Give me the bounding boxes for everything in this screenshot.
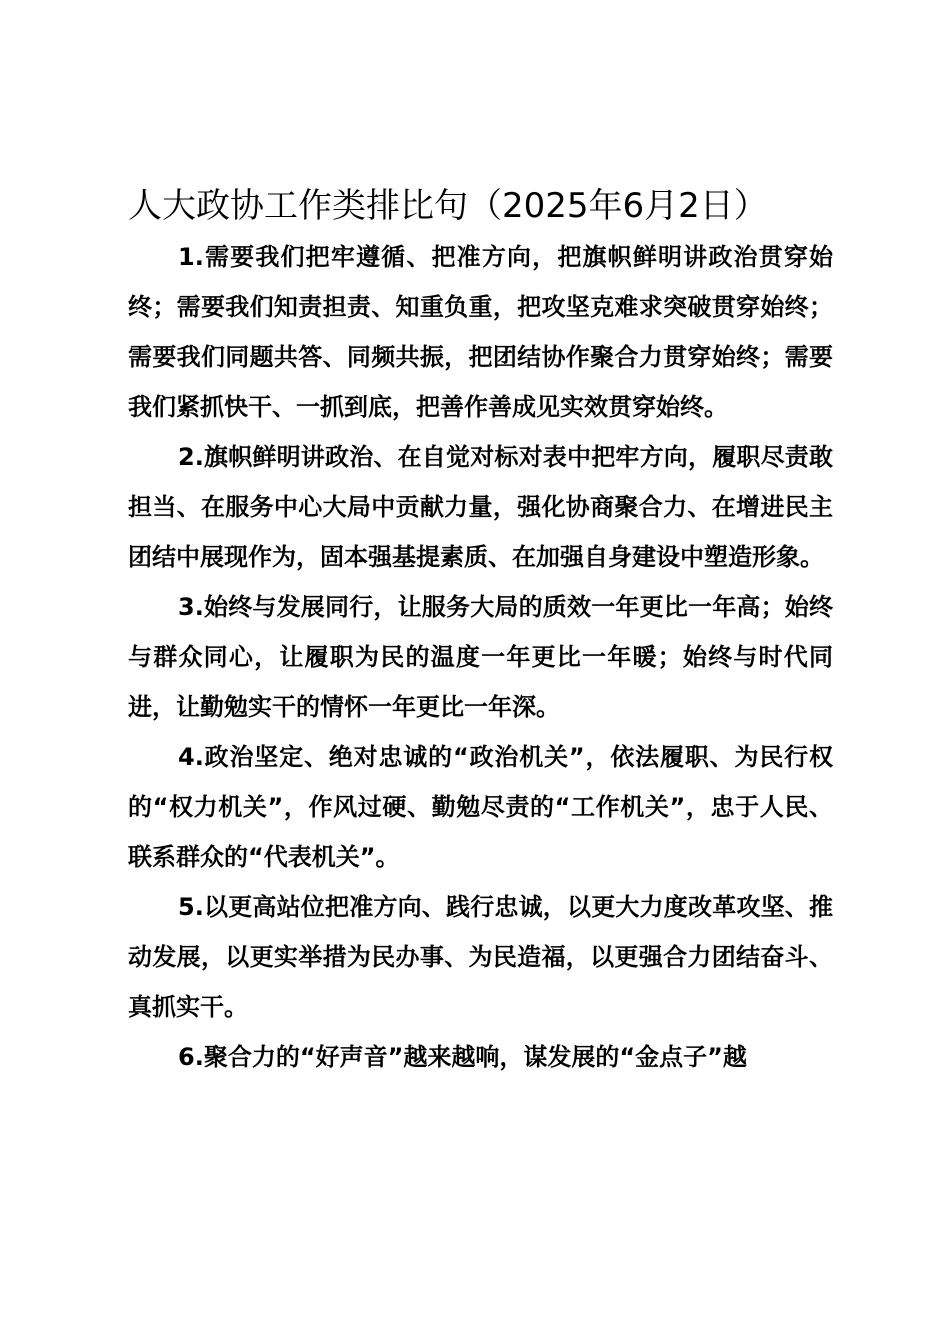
paragraph-3: 3.始终与发展同行，让服务大局的质效一年更比一年高；始终与群众同心，让履职为民的温度一年更比一年暖；始终与时代同进，让勤勉实干的情怀一年更比一年深。 (128, 593, 833, 721)
paragraph-2: 2.旗帜鲜明讲政治、在自觉对标对表中把牢方向，履职尽责敢担当、在服务中心大局中贡献力量，强化协商聚合力、在增进民主团结中展现作为，固本强基提素质、在加强自身建设中塑造形象。 (128, 443, 833, 571)
paragraph-5: 5.以更高站位把准方向、践行忠诚，以更大力度改革攻坚、推动发展，以更实举措为民办事、为民造福，以更强合力团结奋斗、真抓实干。 (128, 893, 833, 1021)
paragraph-4: 4.政治坚定、绝对忠诚的“政治机关”，依法履职、为民行权的“权力机关”，作风过硬、勤勉尽责的“工作机关”，忠于人民、联系群众的“代表机关”。 (128, 743, 833, 871)
paragraph-6: 6.聚合力的“好声音”越来越响，谋发展的“金点子”越 (178, 1043, 747, 1071)
paragraph-1: 1.需要我们把牢遵循、把准方向，把旗帜鲜明讲政治贯穿始终；需要我们知责担责、知重负重，把攻坚克难求突破贯穿始终；需要我们同题共答、同频共振，把团结协作聚合力贯穿始终；需要我们紧抓快干、一抓到底，把善作善成见实效贯穿始终。 (128, 243, 833, 421)
document-body (128, 232, 833, 1082)
document-title: 人大政协工作类排比句（2025年6月2日） (128, 186, 768, 226)
